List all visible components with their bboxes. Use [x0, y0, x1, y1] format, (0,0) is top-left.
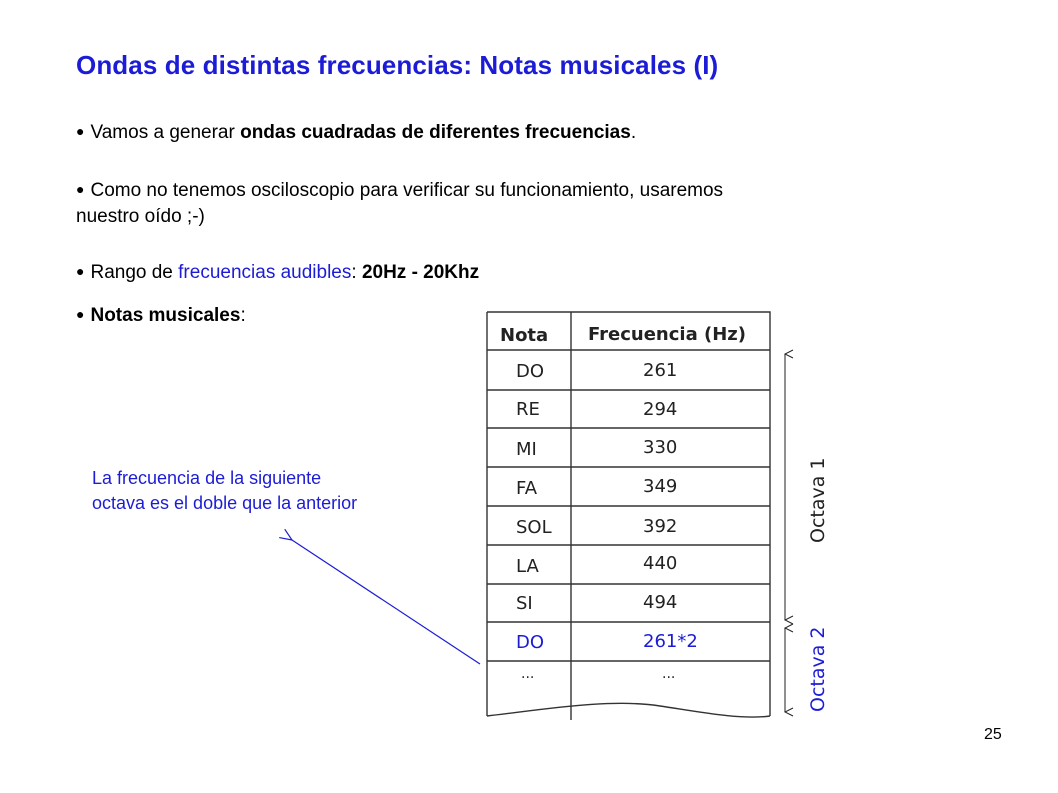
freq-cell-ellipsis: ... [662, 666, 676, 682]
header-note: Nota [500, 325, 549, 346]
freq-cell: 494 [643, 592, 678, 613]
bullet-text: : [240, 305, 246, 326]
freq-cell: 349 [643, 476, 678, 497]
bullet-bold-text: 20Hz - 20Khz [361, 262, 480, 283]
note-cell: FA [516, 478, 538, 499]
bullet-text: : [351, 262, 362, 283]
note-cell: LA [516, 556, 539, 577]
bullet-dot: ● [76, 123, 85, 139]
octave-2-label: Octava 2 [807, 626, 829, 712]
note-cell: MI [516, 439, 537, 460]
header-frequency: Frecuencia (Hz) [588, 324, 746, 345]
bullet-text: . [630, 122, 637, 143]
bullet-bold-text: ondas cuadradas de diferentes frecuencias [240, 122, 631, 143]
bullet-dot: ● [76, 263, 85, 279]
bullet-dot: ● [76, 181, 85, 197]
freq-cell-next-octave: 261*2 [643, 631, 698, 652]
bullet-dot: ● [76, 306, 85, 322]
bullet-text: Vamos a generar [90, 122, 241, 143]
freq-cell: 440 [643, 553, 678, 574]
slide-title: Ondas de distintas frecuencias: Notas musicales (I) [76, 50, 719, 80]
note-cell: SI [516, 593, 533, 614]
freq-cell: 392 [643, 516, 678, 537]
note-cell: SOL [516, 517, 552, 538]
bullet-bold-text: Notas musicales [90, 305, 241, 326]
note-cell: DO [516, 361, 545, 382]
freq-cell: 330 [643, 437, 678, 458]
note-cell: RE [516, 399, 540, 420]
octave-1-label: Octava 1 [807, 457, 829, 543]
page-number: 25 [984, 726, 1002, 743]
freq-cell: 261 [643, 360, 678, 381]
bullet-text-line2: nuestro oído ;-) [76, 206, 205, 227]
note-cell-ellipsis: ... [521, 666, 535, 682]
annotation-line2: octava es el doble que la anterior [92, 493, 358, 513]
annotation-line1: La frecuencia de la siguiente [92, 468, 322, 488]
note-cell-next-octave: DO [516, 632, 545, 653]
annotation-arrow [292, 540, 480, 664]
freq-cell: 294 [643, 399, 678, 420]
bullet-text-line1: Como no tenemos osciloscopio para verificar su funcionamiento, usaremos [90, 180, 724, 201]
bullet-text: Rango de [90, 262, 179, 283]
bullet-blue-text: frecuencias audibles [178, 262, 352, 283]
